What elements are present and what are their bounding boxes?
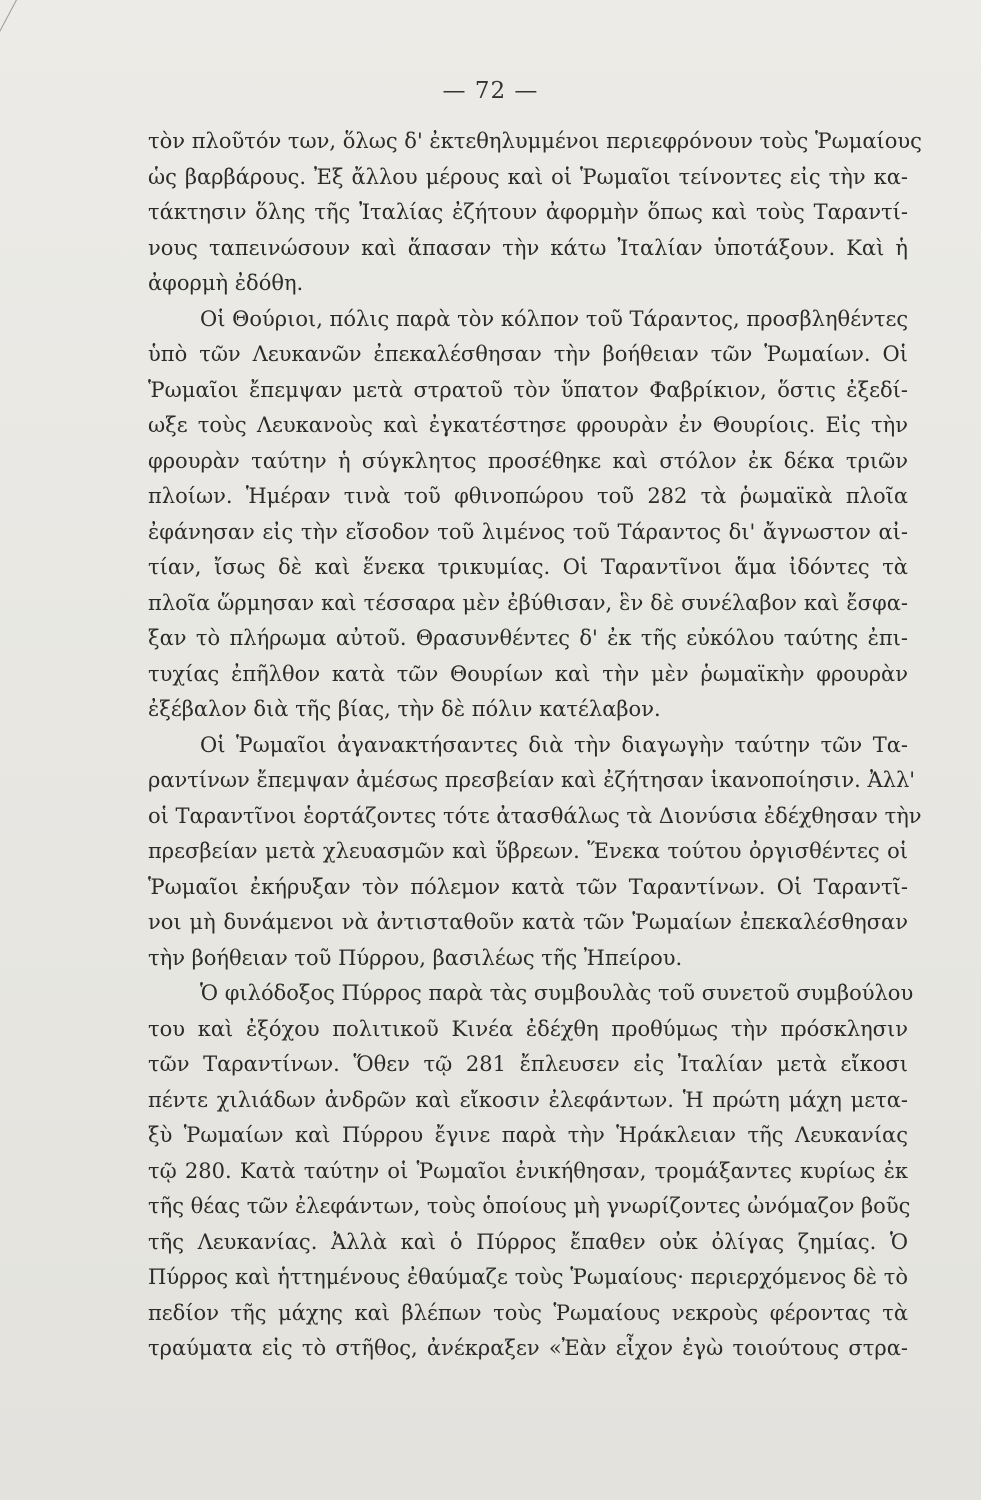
text-line: νους ταπεινώσουν καὶ ἅπασαν τὴν κάτω Ἰταλίαν ὑποτάξουν. Καὶ ἡ [148, 235, 908, 260]
text-line: νοι μὴ δυνάμενοι νὰ ἀντισταθοῦν κατὰ τῶν Ῥωμαίων ἐπεκαλέσθησαν [148, 910, 908, 934]
text-line: ξαν τὸ πλήρωμα αὐτοῦ. Θρασυνθέντες δ' ἐκ τῆς εὐκόλου ταύτης ἐπι- [148, 626, 908, 650]
text-line: ὡς βαρβάρους. Ἐξ ἄλλου μέρους καὶ οἱ Ῥωμαῖοι τείνοντες εἰς τὴν κα- [148, 164, 908, 189]
text-line: τῷ 280. Κατὰ ταύτην οἱ Ῥωμαῖοι ἐνικήθησαν, τρομάξαντες κυρίως ἐκ [148, 1158, 908, 1183]
text-line: ἐφάνησαν εἰς τὴν εἴσοδον τοῦ λιμένος τοῦ Τάραντος δι' ἄγνωστον αἰ- [148, 519, 908, 544]
page-number: — 72 — [442, 78, 539, 104]
text-line: Οἱ Ῥωμαῖοι ἀγανακτήσαντες διὰ τὴν διαγωγὴν ταύτην τῶν Τα- [200, 732, 908, 757]
text-line: Πύρρος καὶ ἡττημένους ἐθαύμαζε τοὺς Ῥωμαίους· περιερχόμενος δὲ τὸ [148, 1265, 908, 1289]
text-line: ξὺ Ῥωμαίων καὶ Πύρρου ἔγινε παρὰ τὴν Ἡράκλειαν τῆς Λευκανίας [148, 1123, 908, 1147]
text-line: του καὶ ἐξόχου πολιτικοῦ Κινέα ἐδέχθη προθύμως τὴν πρόσκλησιν [148, 1016, 908, 1041]
text-line: οἱ Ταραντῖνοι ἑορτάζοντες τότε ἀτασθάλως τὰ Διονύσια ἐδέχθησαν τὴν [148, 803, 922, 828]
body-text [148, 124, 922, 1367]
text-line: ἐξέβαλον διὰ τῆς βίας, τὴν δὲ πόλιν κατέλαβον. [148, 697, 661, 721]
text-line: πρεσβείαν μετὰ χλευασμῶν καὶ ὕβρεων. Ἕνεκα τούτου ὀργισθέντες οἱ [148, 839, 908, 863]
text-line: τυχίας ἐπῆλθον κατὰ τῶν Θουρίων καὶ τὴν μὲν ῥωμαϊκὴν φρουρὰν [148, 661, 908, 686]
text-line: ὑπὸ τῶν Λευκανῶν ἐπεκαλέσθησαν τὴν βοήθειαν τῶν Ῥωμαίων. Οἱ [148, 342, 908, 366]
text-line: Οἱ Θούριοι, πόλις παρὰ τὸν κόλπον τοῦ Τάραντος, προσβληθέντες [200, 306, 909, 331]
text-line: τῶν Ταραντίνων. Ὅθεν τῷ 281 ἔπλευσεν εἰς Ἰταλίαν μετὰ εἴκοσι [148, 1052, 908, 1076]
text-line: τὴν βοήθειαν τοῦ Πύρρου, βασιλέως τῆς Ἠπείρου. [148, 945, 683, 970]
text-line: τὸν πλοῦτόν των, ὅλως δ' ἐκτεθηλυμμένοι περιεφρόνουν τοὺς Ῥωμαίους [148, 129, 922, 153]
text-line: ἀφορμὴ ἐδόθη. [148, 271, 304, 295]
text-line: ραντίνων ἔπεμψαν ἀμέσως πρεσβείαν καὶ ἐζήτησαν ἱκανοποίησιν. Ἀλλ' [148, 768, 916, 792]
text-line: Ῥωμαῖοι ἐκήρυξαν τὸν πόλεμον κατὰ τῶν Ταραντίνων. Οἱ Ταραντῖ- [148, 874, 908, 899]
text-line: Ῥωμαῖοι ἔπεμψαν μετὰ στρατοῦ τὸν ὕπατον Φαβρίκιον, ὅστις ἐξεδί- [148, 377, 908, 402]
text-line: τραύματα εἰς τὸ στῆθος, ἀνέκραξεν «Ἐὰν εἶχον ἐγὼ τοιούτους στρα- [148, 1336, 908, 1360]
text-line: ωξε τοὺς Λευκανοὺς καὶ ἐγκατέστησε φρουρὰν ἐν Θουρίοις. Εἰς τὴν [148, 413, 908, 437]
text-line: Ὁ φιλόδοξος Πύρρος παρὰ τὰς συμβουλὰς τοῦ συνετοῦ συμβούλου [200, 981, 914, 1005]
text-line: τίαν, ἴσως δὲ καὶ ἕνεκα τρικυμίας. Οἱ Ταραντῖνοι ἅμα ἰδόντες τὰ [148, 555, 908, 579]
text-line: τάκτησιν ὅλης τῆς Ἰταλίας ἐζήτουν ἀφορμὴν ὅπως καὶ τοὺς Ταραντί- [148, 200, 908, 224]
text-line: τῆς Λευκανίας. Ἀλλὰ καὶ ὁ Πύρρος ἔπαθεν οὐκ ὀλίγας ζημίας. Ὁ [148, 1229, 908, 1254]
text-line: πλοίων. Ἡμέραν τινὰ τοῦ φθινοπώρου τοῦ 282 τὰ ῥωμαϊκὰ πλοῖα [148, 484, 908, 508]
corner-pencil-mark [0, 0, 40, 90]
text-line: τῆς θέας τῶν ἐλεφάντων, τοὺς ὁποίους μὴ γνωρίζοντες ὠνόμαζον βοῦς [148, 1194, 911, 1218]
text-line: πέντε χιλιάδων ἀνδρῶν καὶ εἴκοσιν ἐλεφάντων. Ἡ πρώτη μάχη μετα- [148, 1087, 908, 1112]
text-line: φρουρὰν ταύτην ἡ σύγκλητος προσέθηκε καὶ στόλον ἐκ δέκα τριῶν [148, 448, 908, 473]
text-line: πεδίον τῆς μάχης καὶ βλέπων τοὺς Ῥωμαίους νεκροὺς φέροντας τὰ [148, 1300, 908, 1325]
text-line: πλοῖα ὥρμησαν καὶ τέσσαρα μὲν ἐβύθισαν, ἓν δὲ συνέλαβον καὶ ἔσφα- [148, 590, 908, 615]
